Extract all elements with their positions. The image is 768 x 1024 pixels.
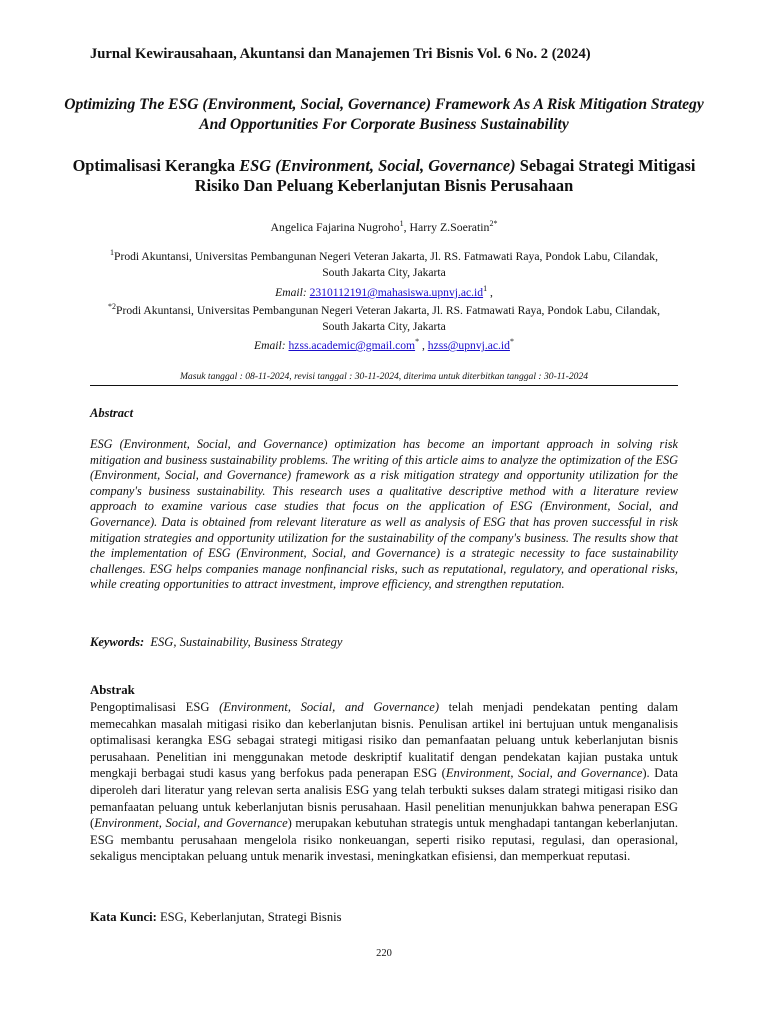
abstrak-seg-2: telah menjadi pendekatan penting dalam memecahkan masalah mitigasi risiko dan keberlanjutan bisnis. Penulisan artikel ini bertujuan untuk menganalisis optimalisasi kerangka ESG sebagai strategi mitigasi risiko dan pemanfaatan peluang untuk keberlanjutan bisnis perusahaan. Penelitian ini menggunakan metode deskriptif kualitatif dengan pendekatan kajian pustaka untuk mengkaji berbagai studi kasus yang berfokus pada penerapan ESG ( <box>90 700 678 781</box>
affiliation-1-sup: 1 <box>110 248 115 258</box>
affiliation-2-text: Prodi Akuntansi, Universitas Pembangunan Negeri Veteran Jakarta, Jl. RS. Fatmawati Raya, Pondok Labu, Cilandak, South Jakarta City, Jakarta <box>116 304 660 333</box>
email-1-link[interactable]: 2310112191@mahasiswa.upnvj.ac.id <box>309 286 484 299</box>
affiliation-2-sup: *2 <box>108 302 117 312</box>
abstrak-seg-1: Pengoptimalisasi ESG <box>90 700 220 714</box>
email-2a-link[interactable]: hzss.academic@gmail.com <box>288 339 416 352</box>
abstrak-seg-4: ) merupakan kebutuhan strategis untuk menghadapi tantangan keberlanjutan. ESG membantu perusahaan mengelola risiko nonkeuangan, seperti risiko reputasi, regulasi, dan operasional, sekaligus menciptakan peluang untuk menarik investasi, meningkatkan efisiensi, dan memperkuat reputasi. <box>90 816 678 864</box>
title-indonesian <box>60 156 708 196</box>
title-id-italic: ESG (Environment, Social, Governance) <box>239 156 516 175</box>
email-line-2: Email: hzss.academic@gmail.com* , hzss@upnvj.ac.id* <box>254 337 514 352</box>
abstrak-body-indonesian <box>90 699 678 865</box>
affiliation-1-text: Prodi Akuntansi, Universitas Pembangunan Negeri Veteran Jakarta, Jl. RS. Fatmawati Raya, Pondok Labu, Cilandak, South Jakarta City, Jakarta <box>114 250 658 279</box>
kata-kunci-label: Kata Kunci: <box>90 910 157 924</box>
abstract-heading: Abstract <box>90 406 134 420</box>
kata-kunci-value: ESG, Keberlanjutan, Strategi Bisnis <box>156 910 342 924</box>
abstrak-italic-2: Environment, Social, and Governance <box>445 766 643 781</box>
abstrak-seg-3: ). Data diperoleh dari literatur yang relevan serta analisis ESG yang telah terbukti sukses dalam strategi mitigasi risiko dan pemanfaatan peluang untuk keberlanjutan bisnis perusahaan. Hasil penelitian menunjukkan bahwa penerapan ESG ( <box>90 766 679 831</box>
email-2b-sup: * <box>509 337 514 347</box>
title-english: Optimizing The ESG (Environment, Social, Governance) Framework As A Risk Mitigation Strategy And Opportunities For Corporate Business Sustainability <box>64 96 704 133</box>
abstract-body-english: ESG (Environment, Social, and Governance) optimization has become an important approach in solving risk mitigation and business sustainability problems. The writing of this article aims to analyze the optimization of the ESG (Environment, Social, and Governance) framework as a risk mitigation strategy and opportunity utilization for the company's business sustainability. This research uses a qualitative descriptive method with a literature review approach to examine various case studies that focus on the application of ESG (Environment, Social, and Governance). Data is obtained from relevant literature as well as analysis of ESG that has proven successful in risk mitigation strategies and opportunity utilization for the sustainability of the company's business. The results show that the implementation of ESG (Environment, Social, and Governance) is a strategic necessity to face sustainability challenges. ESG helps companies manage nonfinancial risks, such as reputational, regulatory, and operational risks, while creating opportunities to attract investment, improve efficiency, and strengthen reputation. <box>90 437 678 592</box>
affiliation-2 <box>100 303 668 335</box>
email-1-sup: 1 <box>483 284 488 294</box>
header-divider <box>90 385 678 386</box>
keywords-label: Keywords: <box>90 635 145 649</box>
author-1-sup: 1 <box>399 219 404 229</box>
author-separator: , <box>403 220 410 234</box>
abstrak-italic-1: (Environment, Social, and Governance) <box>219 700 440 714</box>
email-2-label: Email <box>254 339 282 352</box>
kata-kunci-line <box>90 909 678 925</box>
abstrak-heading: Abstrak <box>90 683 135 697</box>
journal-header: Jurnal Kewirausahaan, Akuntansi dan Manajemen Tri Bisnis Vol. 6 No. 2 (2024) <box>90 46 591 62</box>
author-2: Harry Z.Soeratin <box>409 220 490 234</box>
abstrak-italic-3: Environment, Social, and Governance <box>94 816 288 831</box>
title-id-part1: Optimalisasi Kerangka <box>72 156 240 175</box>
submission-dates: Masuk tanggal : 08-11-2024, revisi tanggal : 30-11-2024, diterima untuk diterbitkan tanggal : 30-11-2024 <box>179 371 589 382</box>
author-2-sup: 2* <box>489 219 498 229</box>
keywords-value: ESG, Sustainability, Business Strategy <box>150 635 343 649</box>
title-id-part2: Sebagai Strategi Mitigasi Risiko Dan Peluang Keberlanjutan Bisnis Perusahaan <box>194 156 696 195</box>
page-number: 220 <box>376 948 392 959</box>
email-2b-link[interactable]: hzss@upnvj.ac.id <box>427 339 510 352</box>
email-1-label: Email <box>275 286 303 299</box>
keywords-line <box>90 634 678 650</box>
author-list <box>60 219 708 235</box>
email-2a-sup: * <box>415 337 420 347</box>
email-line-1: Email: $2310112191@mahasiswa.upnvj.ac.id^1$ , <box>275 284 493 299</box>
author-1: Angelica Fajarina Nugroho <box>270 220 400 234</box>
affiliation-1 <box>100 249 668 281</box>
